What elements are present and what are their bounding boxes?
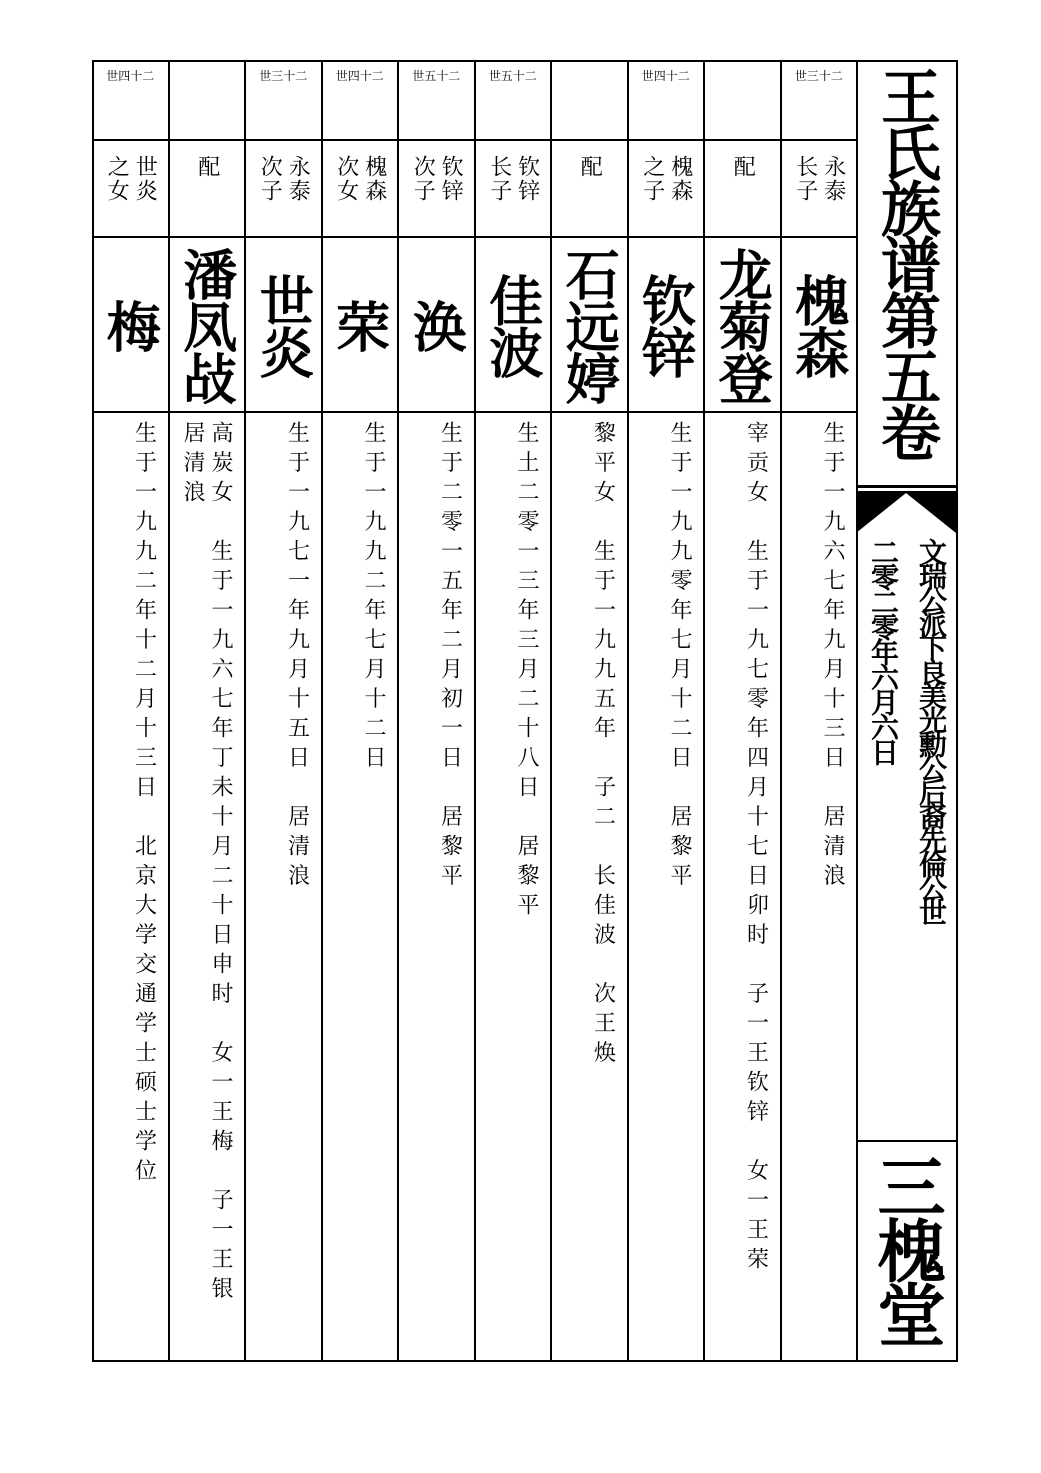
name-cell [246,238,321,413]
generation-cell [399,62,474,141]
person-name: 潘凤敁 [174,246,239,403]
title-panel [856,62,956,1360]
branch-subtitle: 文瑞公派下良美光勳公后裔先倫公世 [915,538,948,922]
generation-label: 世五十二 [412,69,461,83]
name-cell [782,238,857,413]
bio-cell [476,413,551,1360]
generation-label: 世四十二 [335,69,384,83]
page-title: 王氏族谱第五卷 [871,66,941,458]
relation-label: 钦锌 次子 [410,155,464,203]
generation-cell [629,62,704,141]
name-cell [629,238,704,413]
generation-label: 世三十二 [259,69,308,83]
person-name: 佳波 [480,272,545,377]
person-name: 槐森 [786,272,851,377]
entry-column [705,62,782,1360]
entry-column [170,62,247,1360]
biography-text: 生于一九六七年九月十三日 居清浪 [820,421,845,893]
bio-cell [170,413,245,1360]
relation-label: 世炎 之女 [104,155,158,203]
person-name: 梅 [98,298,163,351]
bio-cell [246,413,321,1360]
bio-cell [399,413,474,1360]
generation-label: 世四十二 [106,69,155,83]
relation-cell [476,141,551,238]
relation-cell [399,141,474,238]
biography-text: 生于一九九二年七月十二日 [361,421,386,775]
biography-text: 生于一九九零年七月十二日 居黎平 [667,421,692,893]
generation-cell [552,62,627,141]
bio-cell [782,413,857,1360]
person-name: 石远婷 [557,246,622,403]
name-cell [170,238,245,413]
generation-cell [782,62,857,141]
relation-cell [170,141,245,238]
bio-cell [552,413,627,1360]
generation-cell [170,62,245,141]
name-cell [552,238,627,413]
hall-name: 三槐堂 [866,1152,946,1344]
biography-text: 宰贡女 生于一九七零年四月十七日卯时 子一王钦锌 女一王荣 [743,421,769,1277]
biography-text: 高炭女 生于一九六七年丁未十月二十日申时 女一王梅 子一王银 居清浪 [180,421,233,1336]
compile-date: 二零二零年六月六日 [867,538,900,763]
name-cell [705,238,780,413]
entry-column [323,62,400,1360]
entry-column [782,62,859,1360]
bio-cell [629,413,704,1360]
relation-cell [93,141,168,238]
name-cell [476,238,551,413]
bio-cell [93,413,168,1360]
entry-column [93,62,170,1360]
generation-label: 世三十二 [794,69,843,83]
relation-label: 永泰 长子 [792,155,846,203]
relation-cell [705,141,780,238]
generation-cell [246,62,321,141]
name-cell [323,238,398,413]
title-box [856,62,956,489]
relation-cell [323,141,398,238]
biography-text: 生土二零一三年三月二十八日 居黎平 [514,421,539,923]
relation-label: 槐森 之子 [639,155,693,203]
relation-label: 槐森 次女 [333,155,387,203]
entry-column [629,62,706,1360]
person-name: 涣 [404,298,469,351]
genealogy-page [92,60,958,1362]
generation-cell [705,62,780,141]
relation-cell [246,141,321,238]
entry-column [476,62,553,1360]
name-cell [93,238,168,413]
relation-label: 配 [730,155,756,179]
relation-label: 钦锌 长子 [486,155,540,203]
person-name: 荣 [327,298,392,351]
person-name: 钦锌 [633,272,698,377]
generation-cell [323,62,398,141]
relation-label: 配 [194,155,220,179]
relation-cell [782,141,857,238]
bio-cell [323,413,398,1360]
bio-cell [705,413,780,1360]
person-name: 世炎 [251,272,316,377]
entry-column [399,62,476,1360]
relation-label: 配 [577,155,603,179]
generation-label: 世四十二 [641,69,690,83]
generation-cell [93,62,168,141]
biography-text: 生于二零一五年二月初一日 居黎平 [437,421,463,893]
entry-column [246,62,323,1360]
entry-column [552,62,629,1360]
person-name: 龙菊登 [710,246,775,403]
band-notch-icon [856,491,956,537]
name-cell [399,238,474,413]
title-band [856,485,956,531]
biography-text: 黎平女 生于一九九五年 子二 长佳波 次王焕 [590,421,616,1070]
generation-label: 世五十二 [488,69,537,83]
biography-text: 生于一九九二年十二月十三日 北京大学交通学士硕士学位 [131,421,157,1188]
relation-label: 永泰 次子 [257,155,311,203]
relation-cell [552,141,627,238]
generation-cell [476,62,551,141]
relation-cell [629,141,704,238]
biography-text: 生于一九七一年九月十五日 居清浪 [284,421,310,893]
